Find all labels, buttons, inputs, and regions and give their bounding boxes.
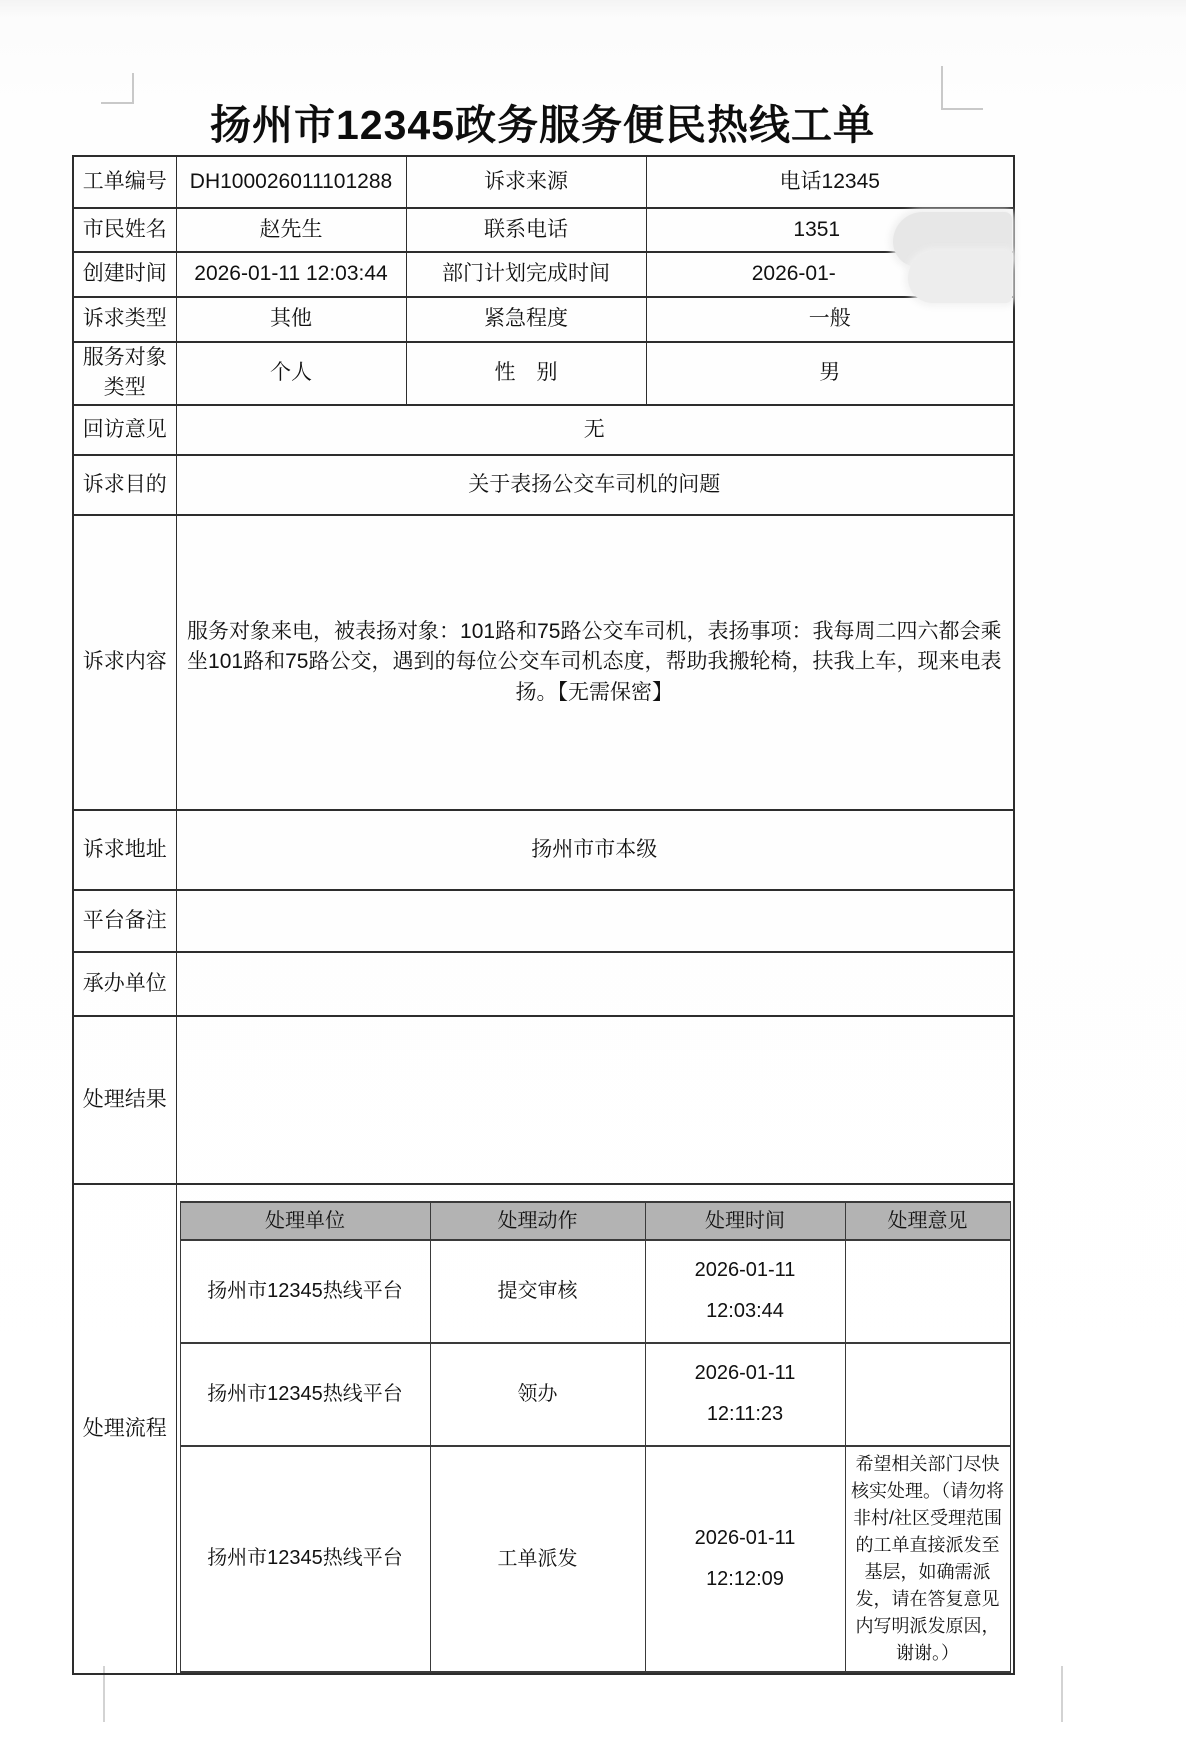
field-value-citizen-name: 赵先生	[176, 208, 406, 252]
field-value-order-no: DH100026011101288	[176, 156, 406, 208]
table-row-create-time	[73, 252, 1014, 297]
table-row-service-object	[73, 342, 1014, 405]
process-flow-table	[180, 1201, 1011, 1673]
process-action: 领办	[430, 1343, 645, 1446]
process-action: 提交审核	[430, 1240, 645, 1343]
process-row	[180, 1240, 1010, 1343]
process-row	[180, 1446, 1010, 1672]
field-label-process-flow: 处理流程	[73, 1184, 176, 1674]
field-label-request-content: 诉求内容	[73, 515, 176, 810]
field-label-plan-finish-time: 部门计划完成时间	[406, 252, 646, 297]
process-opinion	[845, 1343, 1010, 1446]
field-label-handling-unit: 承办单位	[73, 952, 176, 1016]
process-unit	[180, 1446, 430, 1672]
field-label-request-purpose: 诉求目的	[73, 455, 176, 515]
process-action: 工单派发	[430, 1446, 645, 1672]
table-row-order-no	[73, 156, 1014, 208]
redaction-smudge-date	[908, 251, 1012, 303]
field-value-request-purpose: 关于表扬公交车司机的问题	[176, 455, 1014, 515]
field-label-request-type: 诉求类型	[73, 297, 176, 342]
process-opinion: 希望相关部门尽快核实处理。（请勿将非村/社区受理范围的工单直接派发至基层，如确需派发，请在答复意见内写明派发原因，谢谢。）	[845, 1446, 1010, 1672]
process-unit-text: 扬州市12345热线平台	[207, 1547, 403, 1570]
field-value-gender: 男	[646, 342, 1014, 405]
process-header-row	[180, 1202, 1010, 1240]
process-header-action: 处理动作	[430, 1202, 645, 1240]
process-time-text: 2026-01-11 12:12:09	[694, 1526, 796, 1590]
field-value-handling-result	[176, 1016, 1014, 1184]
process-time	[645, 1343, 845, 1446]
field-value-request-address: 扬州市市本级	[176, 810, 1014, 890]
table-row-callback-opinion	[73, 405, 1014, 455]
field-label-order-no: 工单编号	[73, 156, 176, 208]
table-row-citizen-name	[73, 208, 1014, 252]
table-row-handling-result	[73, 1016, 1014, 1184]
field-value-source: 电话12345	[646, 156, 1014, 208]
field-label-callback-opinion: 回访意见	[73, 405, 176, 455]
table-row-request-type	[73, 297, 1014, 342]
table-row-handling-unit	[73, 952, 1014, 1016]
process-unit	[180, 1343, 430, 1446]
field-label-platform-remark: 平台备注	[73, 890, 176, 952]
table-row-request-purpose	[73, 455, 1014, 515]
table-row-request-content	[73, 515, 1014, 810]
work-order-table	[72, 155, 1015, 1675]
process-header-opinion: 处理意见	[845, 1202, 1010, 1240]
process-time-text: 2026-01-11 12:11:23	[694, 1362, 796, 1426]
table-row-process-flow	[73, 1184, 1014, 1674]
process-unit-text: 扬州市12345热线平台	[207, 1382, 403, 1405]
field-value-request-type: 其他	[176, 297, 406, 342]
process-header-unit: 处理单位	[180, 1202, 430, 1240]
field-value-create-time: 2026-01-11 12:03:44	[176, 252, 406, 297]
field-value-plan-finish-time: 2026-01-	[646, 252, 1014, 297]
table-row-platform-remark	[73, 890, 1014, 952]
field-value-handling-unit	[176, 952, 1014, 1016]
field-value-service-object-type: 个人	[176, 342, 406, 405]
process-unit	[180, 1240, 430, 1343]
field-label-request-address: 诉求地址	[73, 810, 176, 890]
field-value-phone: 1351	[646, 208, 1014, 252]
page-title: 扬州市12345政务服务便民热线工单	[209, 102, 875, 148]
field-label-gender: 性 别	[406, 342, 646, 405]
process-time-text: 2026-01-11 12:03:44	[694, 1259, 796, 1323]
field-value-callback-opinion: 无	[176, 405, 1014, 455]
field-label-source: 诉求来源	[406, 156, 646, 208]
process-row	[180, 1343, 1010, 1446]
field-value-urgency: 一般	[646, 297, 1014, 342]
process-unit-text: 扬州市12345热线平台	[207, 1279, 403, 1302]
field-label-citizen-name: 市民姓名	[73, 208, 176, 252]
process-time	[645, 1446, 845, 1672]
table-row-request-address	[73, 810, 1014, 890]
field-value-request-content: 服务对象来电，被表扬对象：101路和75路公交车司机，表扬事项：我每周二四六都会乘坐101路和75路公交，遇到的每位公交车司机态度，帮助我搬轮椅，扶我上车，现来电表扬。【无需保密】	[176, 515, 1014, 810]
process-time	[645, 1240, 845, 1343]
page-corner-mark-bottom-right	[1061, 1666, 1063, 1722]
field-value-platform-remark	[176, 890, 1014, 952]
field-label-service-object-type: 服务对象类型	[73, 342, 176, 405]
field-label-create-time: 创建时间	[73, 252, 176, 297]
field-label-phone: 联系电话	[406, 208, 646, 252]
process-flow-cell	[176, 1184, 1014, 1674]
process-opinion	[845, 1240, 1010, 1343]
process-header-time: 处理时间	[645, 1202, 845, 1240]
field-label-urgency: 紧急程度	[406, 297, 646, 342]
field-label-handling-result: 处理结果	[73, 1016, 176, 1184]
